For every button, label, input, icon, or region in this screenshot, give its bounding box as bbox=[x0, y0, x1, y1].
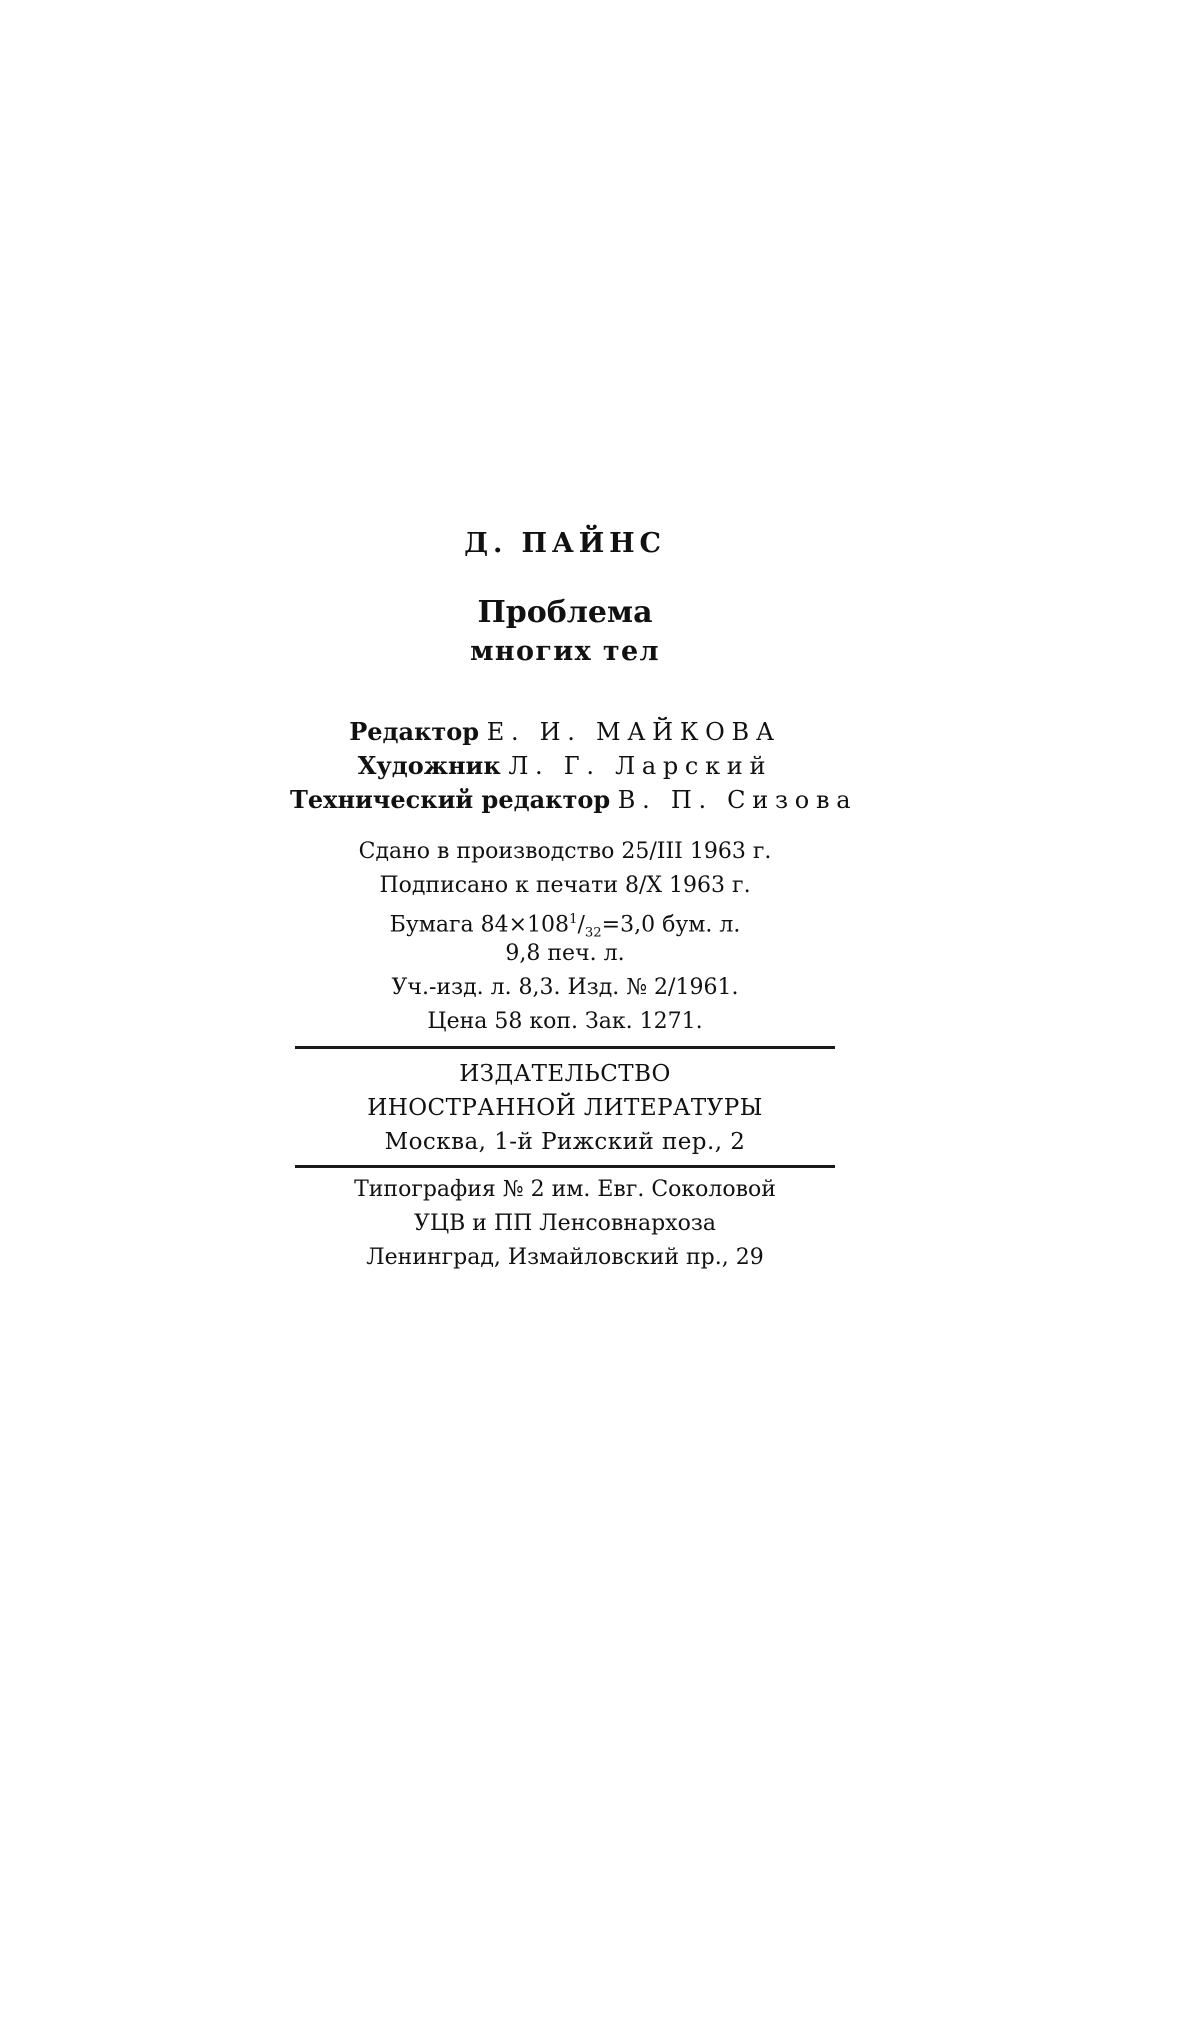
production-date: Сдано в производство 25/III 1963 г. bbox=[358, 839, 772, 864]
publisher-line2: ИНОСТРАННОЙ ЛИТЕРАТУРЫ bbox=[367, 1095, 763, 1121]
printery-line3: Ленинград, Измайловский пр., 29 bbox=[366, 1245, 764, 1270]
publisher-block bbox=[290, 1057, 840, 1159]
book-subtitle: многих тел bbox=[470, 636, 660, 667]
divider-rule bbox=[295, 1165, 835, 1168]
divider-rule bbox=[295, 1046, 835, 1049]
publisher-address: Москва, 1-й Рижский пер., 2 bbox=[384, 1129, 746, 1155]
print-sheets: 9,8 печ. л. bbox=[505, 941, 625, 966]
print-info-block bbox=[290, 835, 840, 1039]
tech-editor-credit: Технический редактор В. П. Сизова bbox=[290, 785, 858, 814]
printery-block bbox=[290, 1173, 840, 1275]
price-order: Цена 58 коп. Зак. 1271. bbox=[427, 1009, 703, 1034]
signed-date: Подписано к печати 8/X 1963 г. bbox=[379, 873, 751, 898]
artist-credit: Художник Л. Г. Ларский bbox=[357, 751, 773, 780]
editor-credit: Редактор Е. И. МАЙКОВА bbox=[349, 717, 781, 746]
printery-line2: УЦВ и ПП Ленсовнархоза bbox=[414, 1211, 716, 1236]
publisher-line1: ИЗДАТЕЛЬСТВО bbox=[459, 1061, 671, 1087]
paper-format: Бумага $84\times 108^1/_{32}=3,0$ бум. л. bbox=[389, 912, 741, 941]
printery-line1: Типография № 2 им. Евг. Соколовой bbox=[354, 1177, 776, 1202]
credits-block bbox=[290, 715, 858, 817]
book-title: Проблема bbox=[477, 595, 653, 630]
edition-info: Уч.-изд. л. 8,3. Изд. № 2/1961. bbox=[391, 975, 739, 1000]
author-name: Д. ПАЙНС bbox=[464, 528, 666, 559]
